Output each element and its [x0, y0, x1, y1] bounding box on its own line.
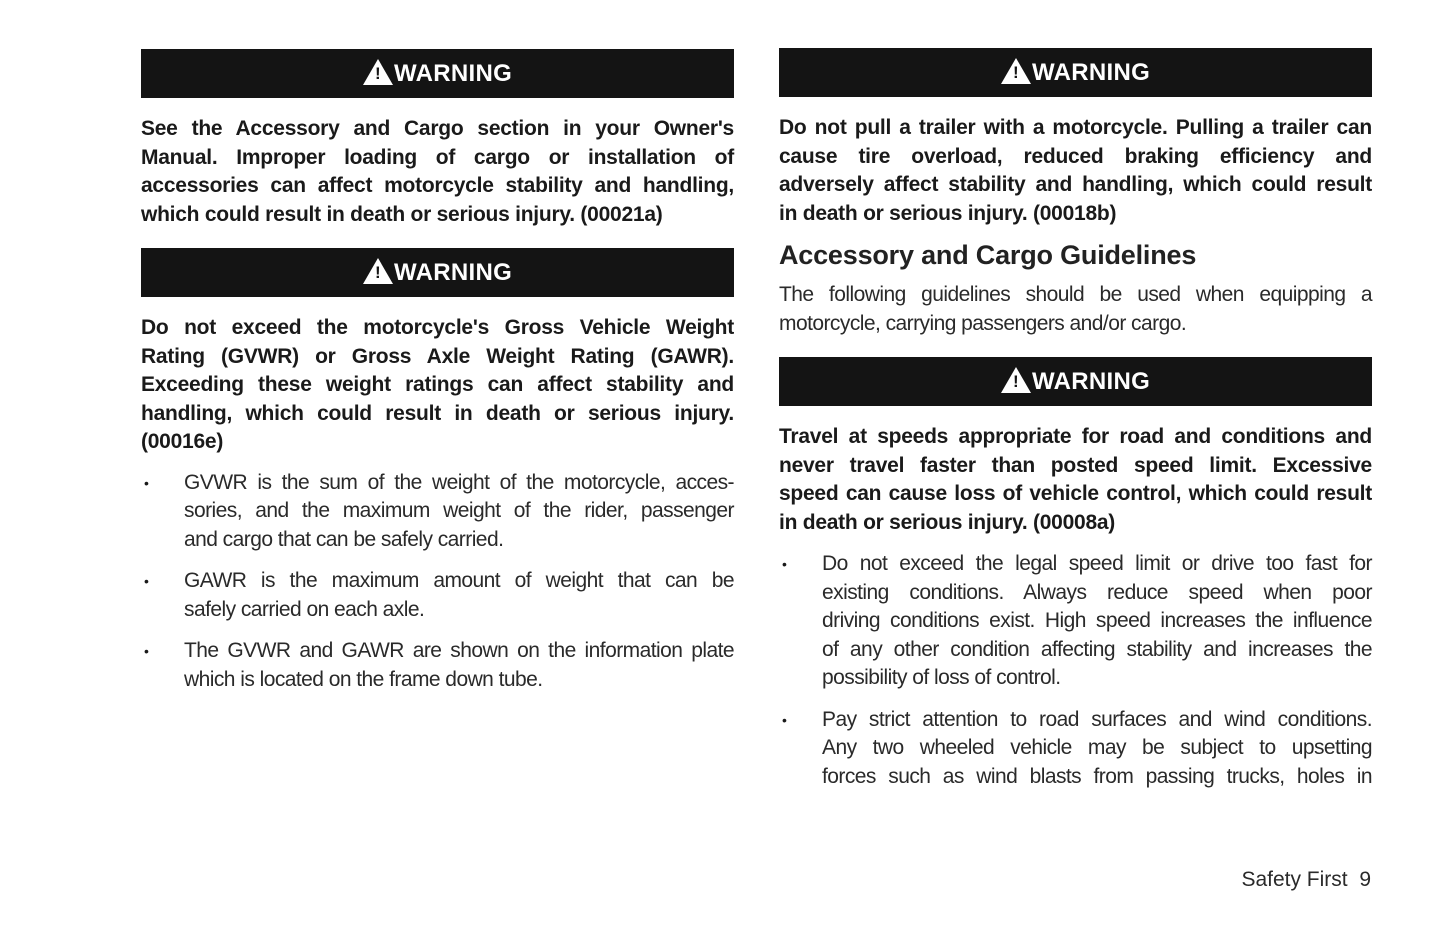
text-line: in death or serious injury. (00018b) — [779, 201, 1117, 225]
text-line: sories, and the maximum weight of the rider, passenger — [184, 499, 734, 522]
left-column — [141, 49, 734, 707]
text-line: forces such as wind blasts from passing trucks, holes in — [822, 764, 1372, 788]
text-line: Do not pull a trailer with a motorcycle. Pulling a trailer can — [779, 116, 1372, 139]
warning-triangle-icon: ! — [363, 258, 393, 284]
text-line: Do not exceed the legal speed limit or drive too fast for — [822, 552, 1372, 575]
page-number: 9 — [1359, 868, 1371, 891]
text-line: Travel at speeds appropriate for road and conditions and — [779, 425, 1372, 448]
bullet-icon: • — [782, 711, 787, 728]
text-line: driving conditions exist. High speed increases the influence — [822, 609, 1372, 632]
bullet-list — [779, 550, 1372, 791]
warning-label: WARNING — [393, 258, 513, 286]
text-line: existing conditions. Always reduce speed when poor — [822, 580, 1372, 604]
text-line: handling, which could result in death or serious injury. — [141, 401, 734, 425]
warning-triangle-icon: ! — [1001, 58, 1031, 84]
warning-label: WARNING — [393, 59, 513, 87]
text-line: accessories can affect motorcycle stability and handling, — [141, 174, 734, 197]
warning-text — [141, 314, 734, 457]
text-line: Manual. Improper loading of cargo or installation of — [141, 145, 734, 169]
text-line: Pay strict attention to road surfaces and wind conditions. — [822, 707, 1372, 731]
text-line: (00016e) — [141, 430, 224, 453]
bullet-list — [141, 469, 734, 695]
warning-banner — [779, 357, 1372, 406]
text-line: which could result in death or serious injury. (00021a) — [141, 202, 663, 226]
page-footer — [1241, 868, 1371, 892]
text-line: adversely affect stability and handling, which could result — [779, 173, 1372, 196]
section-heading: Accessory and Cargo Guidelines — [779, 240, 1197, 270]
bullet-icon: • — [144, 643, 149, 659]
text-line: Rating (GVWR) or Gross Axle Weight Rating (GAWR). — [141, 344, 734, 368]
text-line: which is located on the frame down tube. — [184, 667, 543, 691]
text-line: GAWR is the maximum amount of weight that can be — [184, 569, 734, 592]
warning-label: WARNING — [1031, 58, 1151, 86]
list-item — [779, 550, 1372, 693]
right-column — [779, 48, 1372, 804]
text-line: motorcycle, carrying passengers and/or cargo. — [779, 311, 1187, 335]
warning-banner — [141, 248, 734, 297]
list-item — [141, 637, 734, 694]
text-line: in death or serious injury. (00008a) — [779, 510, 1116, 534]
text-line: never travel faster than posted speed limit. Excessive — [779, 453, 1372, 477]
text-line: Do not exceed the motorcycle's Gross Vehicle Weight — [141, 316, 734, 339]
footer-section-title: Safety First — [1241, 868, 1348, 891]
list-item — [141, 567, 734, 624]
text-line: GVWR is the sum of the weight of the motorcycle, acces- — [184, 470, 734, 494]
bullet-icon: • — [782, 556, 787, 572]
text-line: See the Accessory and Cargo section in your Owner's — [141, 117, 734, 140]
list-item — [779, 706, 1372, 792]
text-line: safely carried on each axle. — [184, 597, 425, 621]
warning-label: WARNING — [1031, 367, 1151, 395]
text-line: Exceeding these weight ratings can affect stability and — [141, 373, 734, 396]
text-line: The GVWR and GAWR are shown on the information plate — [184, 639, 734, 662]
text-line: The following guidelines should be used when equipping a — [779, 283, 1372, 306]
warning-triangle-icon: ! — [363, 59, 393, 85]
warning-banner — [779, 48, 1372, 97]
text-line: possibility of loss of control. — [822, 666, 1061, 689]
warning-text — [779, 423, 1372, 537]
warning-text — [779, 114, 1372, 228]
bullet-icon: • — [144, 573, 149, 589]
text-line: speed can cause loss of vehicle control, which could result — [779, 482, 1372, 505]
warning-triangle-icon: ! — [1001, 367, 1031, 393]
warning-banner — [141, 49, 734, 98]
text-line: of any other condition affecting stability and increases the — [822, 637, 1372, 661]
text-line: cause tire overload, reduced braking efficiency and — [779, 144, 1372, 168]
text-line: and cargo that can be safely carried. — [184, 527, 504, 551]
text-line: Any two wheeled vehicle may be subject to upsetting — [822, 736, 1372, 759]
bullet-icon: • — [144, 474, 149, 491]
warning-text — [141, 115, 734, 229]
intro-paragraph — [779, 281, 1372, 338]
list-item — [141, 469, 734, 555]
